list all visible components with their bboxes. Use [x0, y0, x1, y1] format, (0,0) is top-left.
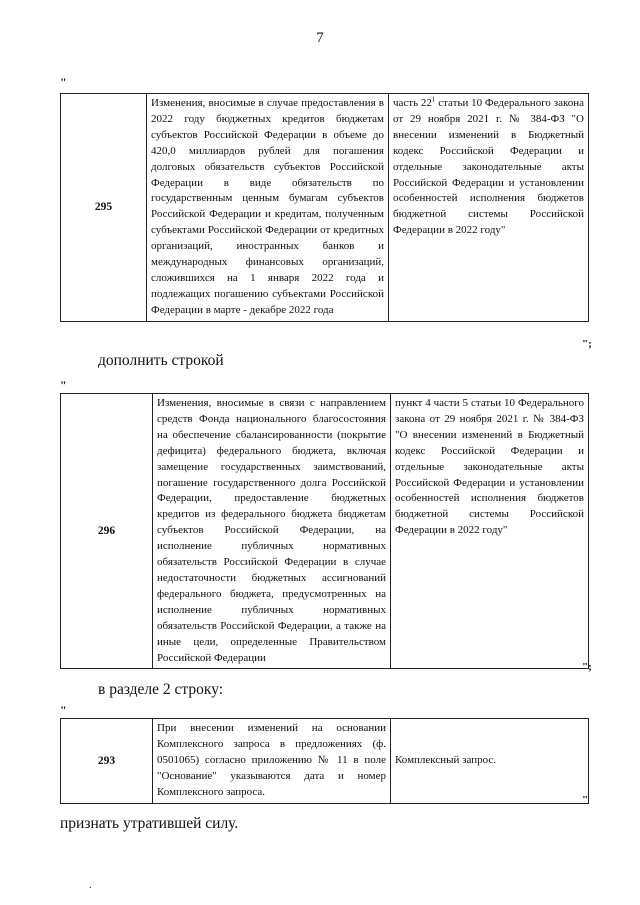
row-number-cell: 295	[61, 94, 147, 322]
change-description-cell: При внесении изменений на основании Комплексного запроса в предложениях (ф. 0501065) согласно приложению № 11 в поле "Основание" указываются дата и номер Комплексного запроса.	[153, 719, 391, 804]
instruction-text: признать утратившей силу.	[60, 815, 239, 832]
change-description-cell: Изменения, вносимые в случае предоставления в 2022 году бюджетных кредитов бюджетам субъектов Российской Федерации в объеме до 420,0 миллиардов рублей для погашения долговых обязательств субъектов Российской Федерации в виде обязательств по государственным ценным бумагам субъектов Российской Федерации и кредитам, полученным субъектами Российской Федерации от кредитных организаций, иностранных банков и международных финансовых организаций, сложившихся на 1 января 2022 года и подлежащих погашению субъектами Российской Федерации в марте - декабре 2022 года	[147, 94, 389, 322]
legal-basis-cell: пункт 4 части 5 статьи 10 Федерального закона от 29 ноября 2021 г. № 384-ФЗ "О внесении изменений в Бюджетный кодекс Российской Федерации и отдельные законодательные акты Российской Федерации и установлении особенностей исполнения бюджетов бюджетной системы Российской Федерации в 2022 году"	[391, 394, 589, 669]
legal-basis-cell: Комплексный запрос.	[391, 719, 589, 804]
legal-basis-superscript: 1	[431, 95, 436, 104]
table-row	[61, 394, 589, 669]
legal-basis-cell	[389, 94, 589, 322]
legal-basis-text: часть 22	[393, 97, 432, 109]
closing-quote: ";	[582, 338, 592, 350]
row-293-table	[60, 718, 589, 804]
closing-quote: ";	[582, 661, 592, 673]
table-row	[61, 719, 589, 804]
opening-quote: "	[60, 378, 67, 392]
table-row	[61, 94, 589, 322]
legal-basis-text-rest: статьи 10 Федерального закона от 29 ноября 2021 г. № 384-ФЗ "О внесении изменений в Бюджетный кодекс Российской Федерации и отдельные законодательные акты Российской Федерации и установлении особенностей исполнения бюджетов бюджетной системы Российской Федерации в 2022 году"	[393, 97, 585, 237]
opening-quote: "	[60, 75, 67, 89]
stray-mark: .	[89, 880, 92, 891]
row-number-cell: 296	[61, 394, 153, 669]
change-description-cell: Изменения, вносимые в связи с направлением средств Фонда национального благосостояния на обеспечение сбалансированности (покрытие дефицита) федерального бюджета, включая замещение государственных заимствований, погашение государственного долга Российской Федерации, предоставление бюджетных кредитов из федерального бюджета бюджетам субъектов Российской Федерации, на исполнение публичных нормативных обязательств Российской Федерации в случае недостаточности бюджетных ассигнований федерального бюджета, предусмотренных на исполнение публичных нормативных обязательств Российской Федерации, а также на иные цели, определенные Правительством Российской Федерации	[153, 394, 391, 669]
closing-quote: "	[582, 794, 589, 806]
row-295-table	[60, 93, 589, 322]
opening-quote: "	[60, 703, 67, 717]
instruction-text: дополнить строкой	[98, 352, 224, 369]
row-296-table	[60, 393, 589, 669]
instruction-text: в разделе 2 строку:	[98, 681, 224, 698]
page-number: 7	[316, 30, 324, 46]
row-number-cell: 293	[61, 719, 153, 804]
